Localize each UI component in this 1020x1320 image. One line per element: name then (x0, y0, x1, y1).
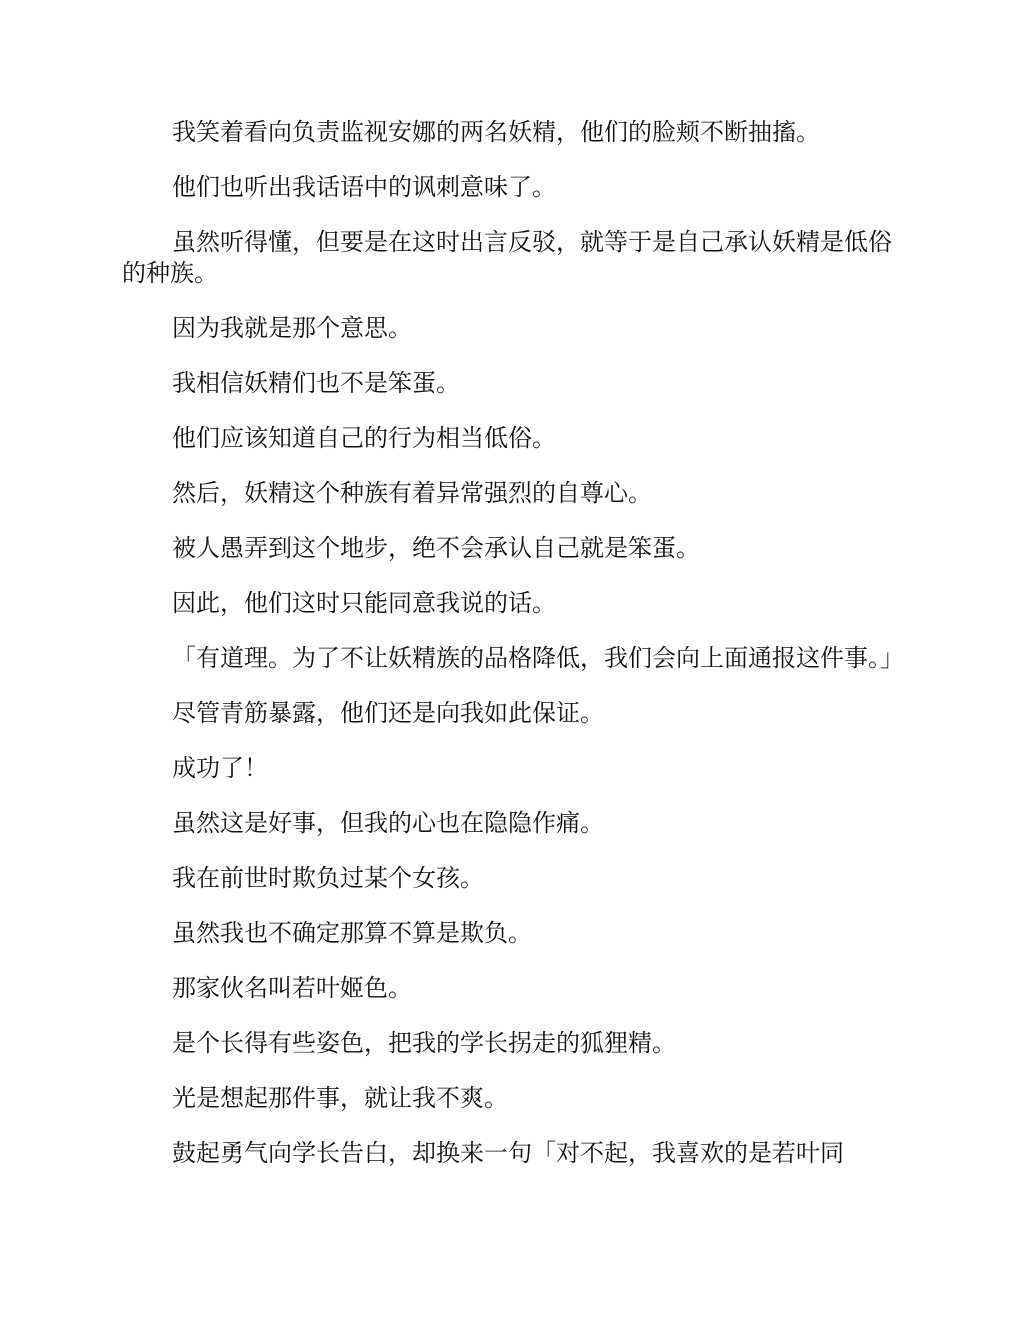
paragraph: 虽然听得懂，但要是在这时出言反驳，就等于是自己承认妖精是低俗的种族。 (122, 228, 892, 287)
paragraph: 那家伙名叫若叶姬色。 (172, 974, 412, 1002)
paragraph: 成功了！ (172, 754, 268, 782)
paragraph: 因此，他们这时只能同意我说的话。 (172, 589, 556, 617)
paragraph: 然后，妖精这个种族有着异常强烈的自尊心。 (172, 479, 652, 507)
paragraph: 我相信妖精们也不是笨蛋。 (172, 369, 460, 397)
paragraph: 我笑着看向负责监视安娜的两名妖精，他们的脸颊不断抽搐。 (172, 118, 820, 146)
paragraph: 「有道理。为了不让妖精族的品格降低，我们会向上面通报这件事。」 (172, 644, 904, 672)
paragraph: 虽然我也不确定那算不算是欺负。 (172, 919, 532, 947)
document-page (122, 117, 904, 1193)
paragraph: 光是想起那件事，就让我不爽。 (172, 1084, 508, 1112)
paragraph: 我在前世时欺负过某个女孩。 (172, 864, 484, 892)
paragraph: 尽管青筋暴露，他们还是向我如此保证。 (172, 699, 604, 727)
paragraph: 被人愚弄到这个地步，绝不会承认自己就是笨蛋。 (172, 534, 700, 562)
paragraph: 是个长得有些姿色，把我的学长拐走的狐狸精。 (172, 1029, 676, 1057)
paragraph: 他们也听出我话语中的讽刺意味了。 (172, 173, 556, 201)
paragraph: 他们应该知道自己的行为相当低俗。 (172, 424, 556, 452)
paragraph: 因为我就是那个意思。 (172, 314, 412, 342)
paragraph: 虽然这是好事，但我的心也在隐隐作痛。 (172, 809, 604, 837)
paragraph: 鼓起勇气向学长告白，却换来一句「对不起，我喜欢的是若叶同 (172, 1139, 844, 1167)
